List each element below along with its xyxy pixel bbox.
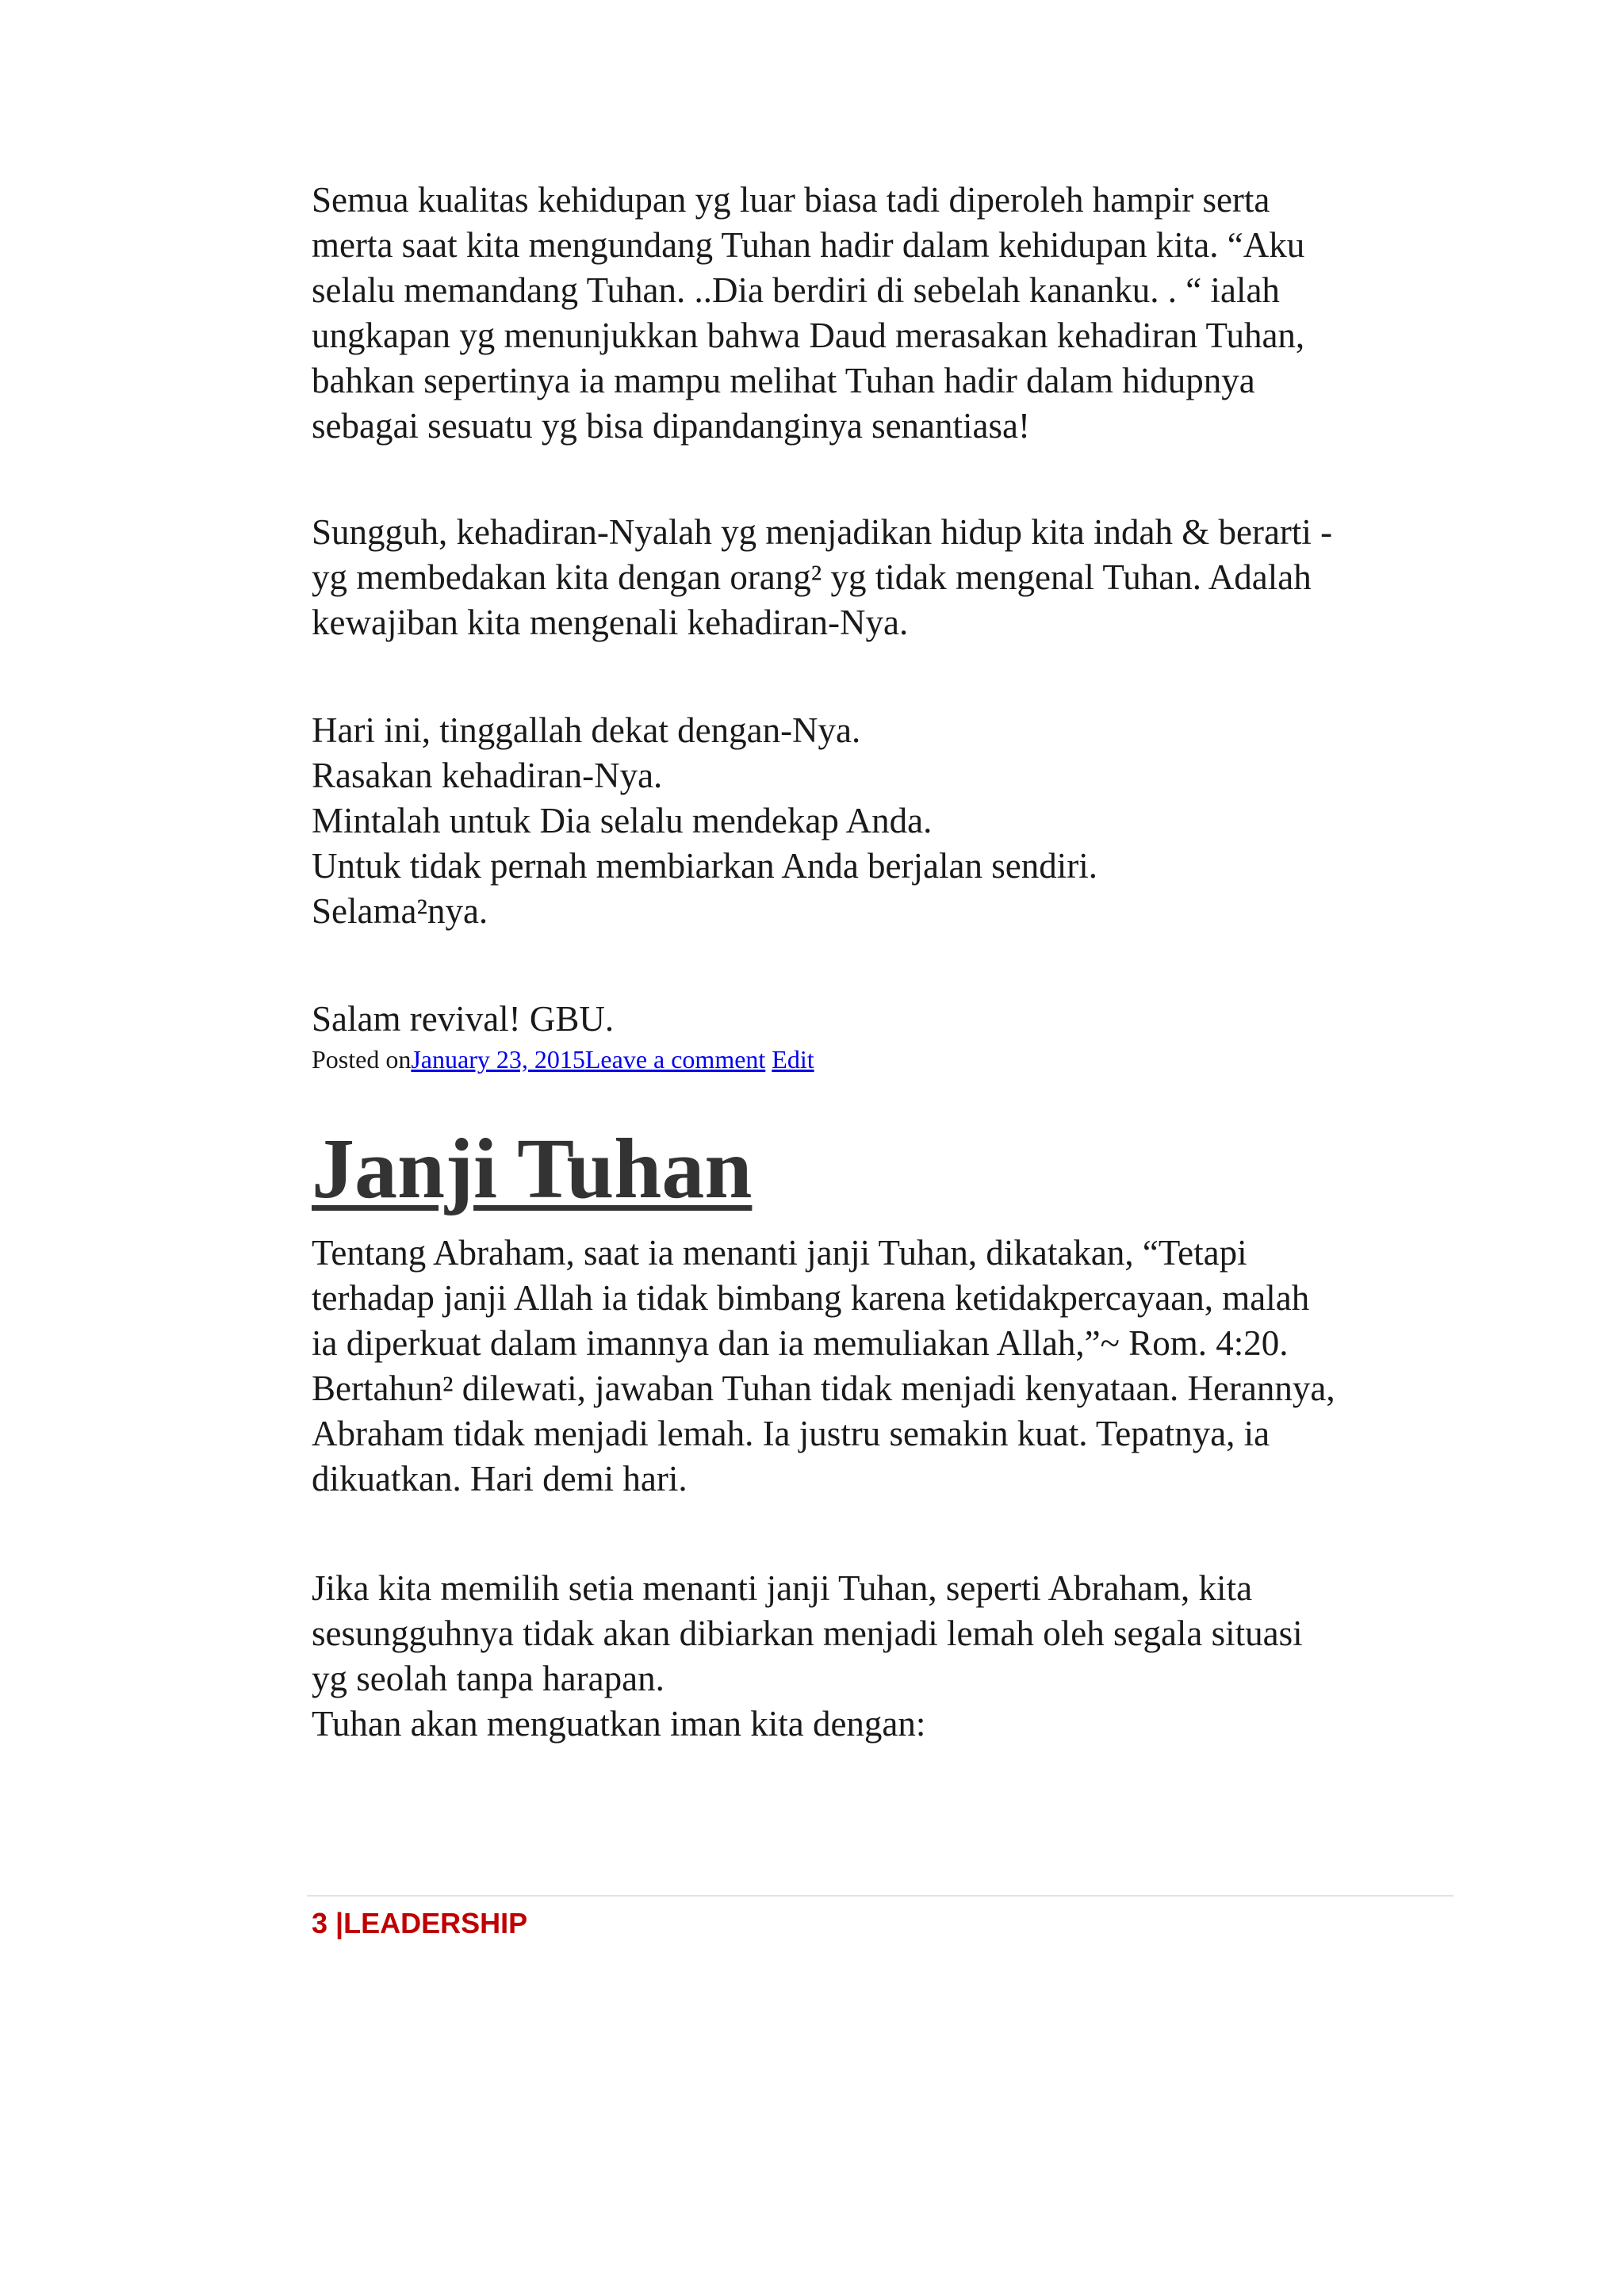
text-line: terhadap janji Allah ia tidak bimbang karena ketidakpercayaan, malah bbox=[312, 1278, 1310, 1318]
text-line: bahkan sepertinya ia mampu melihat Tuhan hadir dalam hidupnya bbox=[312, 361, 1255, 400]
text-line: yg membedakan kita dengan orang² yg tidak mengenal Tuhan. Adalah bbox=[312, 557, 1312, 597]
footer-divider bbox=[307, 1895, 1454, 1897]
page-footer bbox=[312, 1901, 527, 1946]
text-line: Abraham tidak menjadi lemah. Ia justru semakin kuat. Tepatnya, ia bbox=[312, 1414, 1270, 1453]
posted-on-label: Posted on bbox=[312, 1045, 412, 1074]
text-line: Salam revival! GBU. bbox=[312, 999, 615, 1039]
post-meta bbox=[312, 1043, 814, 1075]
post1-paragraph-3 bbox=[312, 708, 1097, 934]
leave-comment-link[interactable]: Leave a comment bbox=[584, 1045, 766, 1074]
footer-section: LEADERSHIP bbox=[343, 1907, 528, 1939]
text-line: merta saat kita mengundang Tuhan hadir dalam kehidupan kita. “Aku bbox=[312, 225, 1305, 265]
text-line: kewajiban kita mengenali kehadiran-Nya. bbox=[312, 603, 909, 642]
edit-link[interactable]: Edit bbox=[772, 1045, 814, 1074]
text-line: ia diperkuat dalam imannya dan ia memuliakan Allah,”~ Rom. 4:20. bbox=[312, 1323, 1289, 1363]
post1-paragraph-2 bbox=[312, 510, 1332, 645]
text-line: Untuk tidak pernah membiarkan Anda berjalan sendiri. bbox=[312, 846, 1097, 886]
post1-sign-off bbox=[312, 997, 614, 1042]
text-line: Tentang Abraham, saat ia menanti janji Tuhan, dikatakan, “Tetapi bbox=[312, 1233, 1247, 1273]
text-line: dikuatkan. Hari demi hari. bbox=[312, 1459, 688, 1499]
text-line: Selama²nya. bbox=[312, 891, 488, 931]
post-title[interactable]: Janji Tuhan bbox=[312, 1122, 753, 1216]
text-line: Tuhan akan menguatkan iman kita dengan: bbox=[312, 1704, 926, 1744]
post-date-link[interactable]: January 23, 2015 bbox=[411, 1045, 585, 1074]
post1-paragraph-1 bbox=[312, 178, 1304, 449]
footer-separator: | bbox=[327, 1907, 344, 1939]
text-line: Semua kualitas kehidupan yg luar biasa tadi diperoleh hampir serta bbox=[312, 180, 1270, 220]
post2-paragraph-1 bbox=[312, 1231, 1335, 1502]
text-line: ungkapan yg menunjukkan bahwa Daud merasakan kehadiran Tuhan, bbox=[312, 316, 1305, 355]
post2-paragraph-2 bbox=[312, 1566, 1303, 1747]
page-number: 3 bbox=[312, 1907, 328, 1939]
text-line: Hari ini, tinggallah dekat dengan-Nya. bbox=[312, 710, 861, 750]
text-line: selalu memandang Tuhan. ..Dia berdiri di sebelah kananku. . “ ialah bbox=[312, 270, 1280, 310]
text-line: Sungguh, kehadiran-Nyalah yg menjadikan hidup kita indah & berarti - bbox=[312, 512, 1333, 552]
text-line: yg seolah tanpa harapan. bbox=[312, 1659, 665, 1698]
text-line: Rasakan kehadiran-Nya. bbox=[312, 756, 663, 795]
text-line: sesungguhnya tidak akan dibiarkan menjadi lemah oleh segala situasi bbox=[312, 1614, 1303, 1653]
text-line: sebagai sesuatu yg bisa dipandanginya senantiasa! bbox=[312, 406, 1030, 446]
text-line: Mintalah untuk Dia selalu mendekap Anda. bbox=[312, 801, 933, 840]
text-line: Jika kita memilih setia menanti janji Tuhan, seperti Abraham, kita bbox=[312, 1568, 1253, 1608]
text-line: Bertahun² dilewati, jawaban Tuhan tidak menjadi kenyataan. Herannya, bbox=[312, 1369, 1335, 1408]
